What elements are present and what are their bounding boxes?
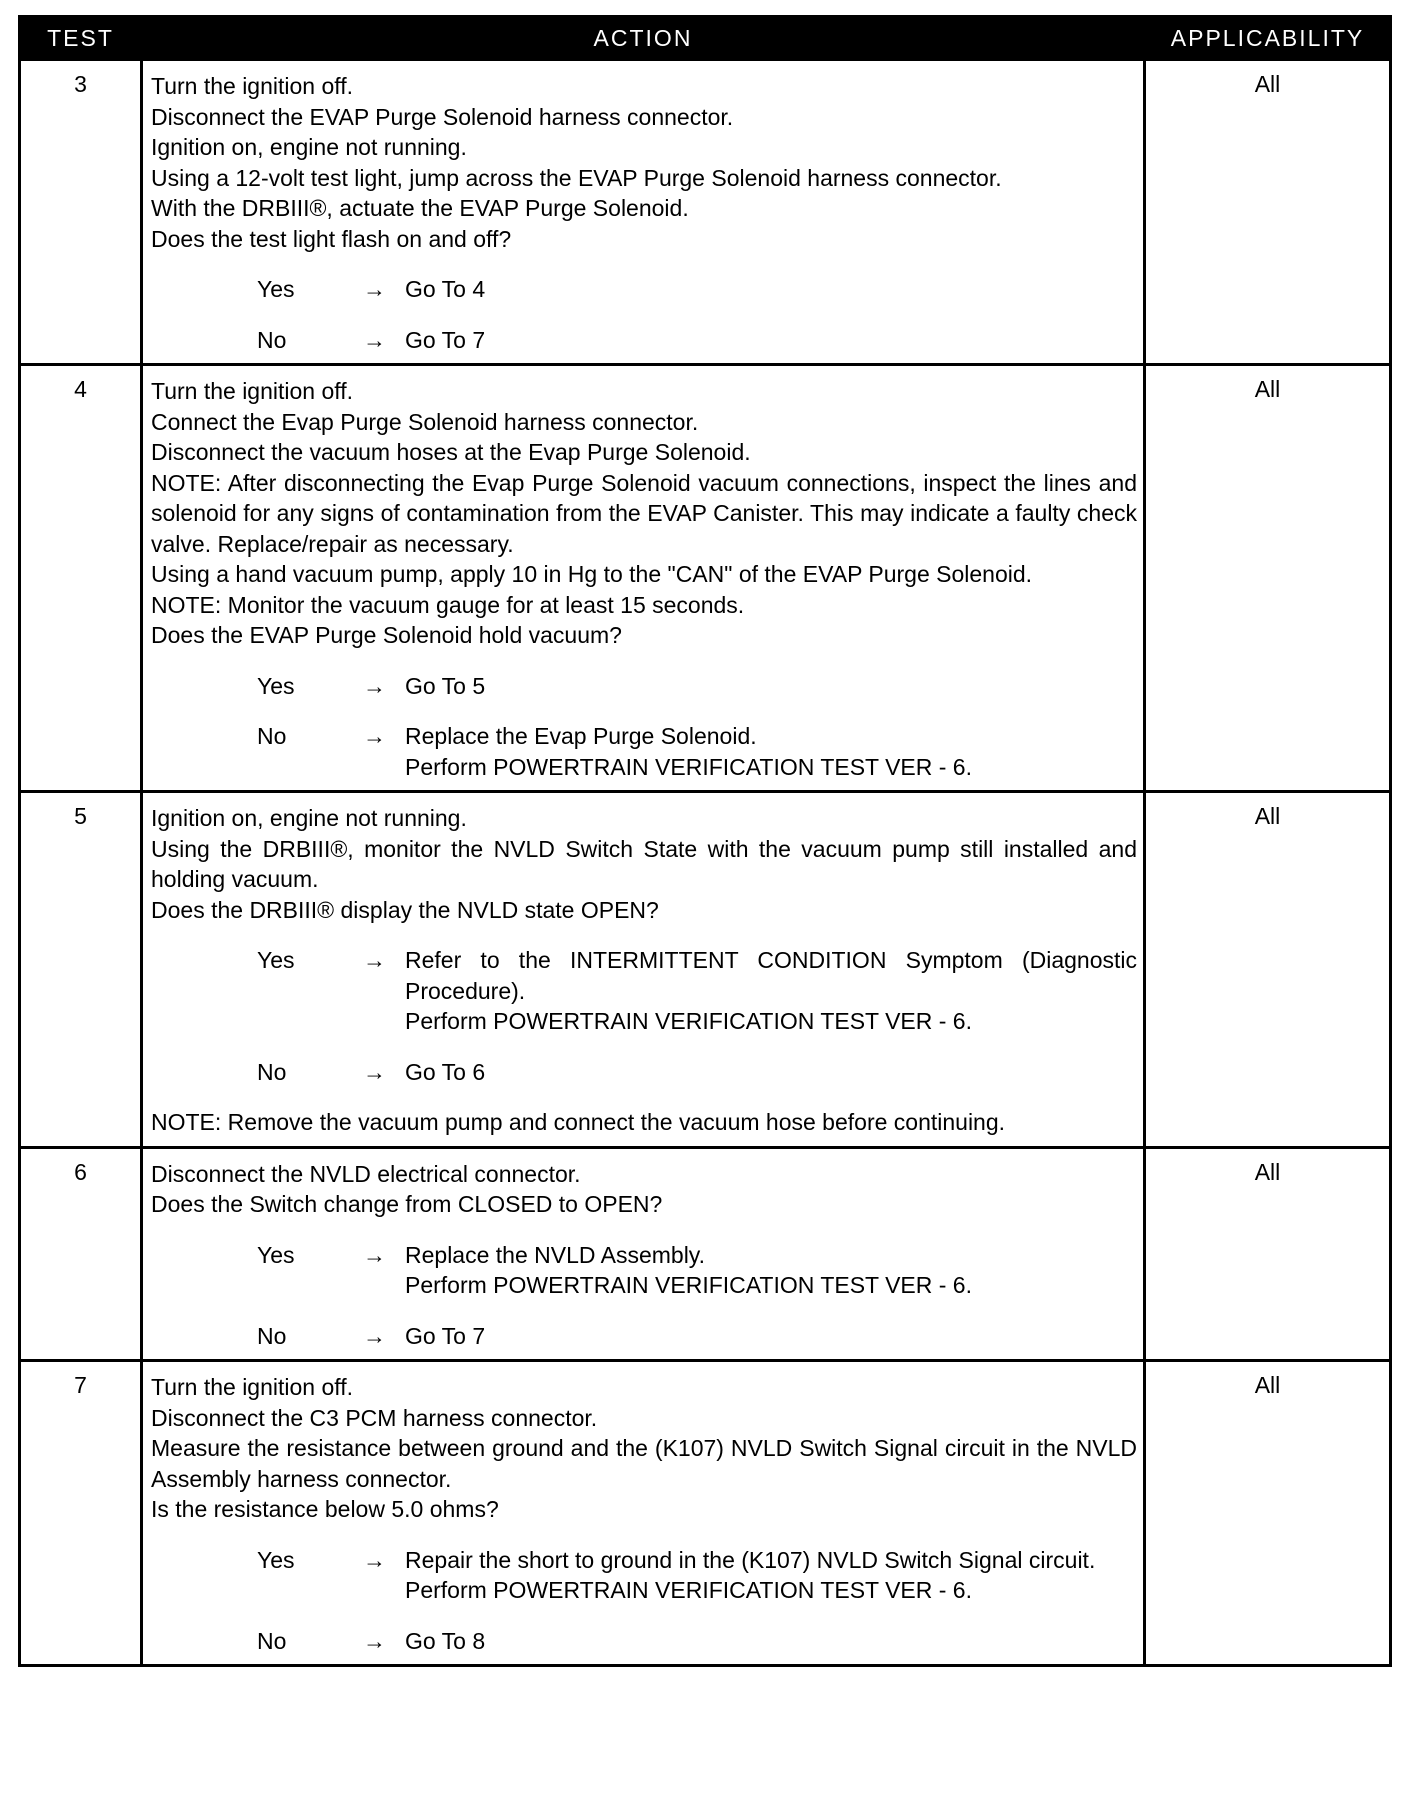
test-number: 3 (20, 60, 142, 365)
no-label: No (257, 723, 287, 749)
result-line: Go To 5 (405, 672, 486, 699)
no-branch (151, 1321, 1137, 1352)
action-step: Does the Switch change from CLOSED to OPEN? (151, 1191, 663, 1217)
header-test: TEST (20, 17, 142, 60)
no-label: No (257, 1322, 287, 1349)
test-action (142, 365, 1145, 792)
diagnostic-table (18, 15, 1392, 1667)
yes-result (405, 671, 1137, 702)
test-action (142, 1361, 1145, 1666)
header-action: ACTION (142, 17, 1145, 60)
test-row (20, 792, 1391, 1148)
test-number: 7 (20, 1361, 142, 1666)
action-step: Disconnect the vacuum hoses at the Evap Purge Solenoid. (151, 439, 751, 465)
arrow-icon: → (363, 276, 386, 302)
arrow-icon: → (363, 326, 386, 353)
action-step: Turn the ignition off. (151, 73, 354, 99)
yes-branch (151, 945, 1137, 1037)
header-applicability: APPLICABILITY (1145, 17, 1391, 60)
result-line: Go To 6 (405, 1058, 486, 1085)
action-step: Turn the ignition off. (151, 378, 354, 404)
result-line: Refer to the INTERMITTENT CONDITION Symptom (Diagnostic Procedure). (405, 947, 1137, 1004)
result-line: Replace the Evap Purge Solenoid. (405, 723, 757, 749)
no-label: No (257, 326, 287, 353)
test-row (20, 1361, 1391, 1666)
yes-result (405, 1240, 1137, 1301)
result-line: Go To 7 (405, 1322, 486, 1349)
test-applicability: All (1145, 792, 1391, 1148)
yes-branch (151, 1545, 1137, 1606)
action-step: Turn the ignition off. (151, 1374, 354, 1400)
arrow-icon: → (363, 1058, 386, 1085)
test-applicability: All (1145, 1361, 1391, 1666)
diagnostic-test-sheet (18, 15, 1389, 1667)
action-step: Does the test light flash on and off? (151, 225, 512, 252)
closing-note: NOTE: Remove the vacuum pump and connect the vacuum hose before continuing. (151, 1109, 1006, 1135)
action-step: Disconnect the C3 PCM harness connector. (151, 1404, 598, 1431)
test-action (142, 1147, 1145, 1361)
no-result (405, 721, 1137, 782)
action-step: Measure the resistance between ground and the (K107) NVLD Switch Signal circuit in the NVLD Assembly harness connector. (151, 1435, 1137, 1492)
arrow-icon: → (363, 947, 386, 973)
test-row (20, 60, 1391, 365)
test-number: 5 (20, 792, 142, 1148)
test-number: 4 (20, 365, 142, 792)
test-applicability: All (1145, 1147, 1391, 1361)
test-applicability: All (1145, 365, 1391, 792)
yes-branch (151, 671, 1137, 702)
action-step: Does the DRBIII® display the NVLD state OPEN? (151, 896, 659, 923)
result-line: Go To 7 (405, 326, 486, 353)
yes-result (405, 945, 1137, 1037)
no-result (405, 325, 1137, 356)
action-step: Using the DRBIII®, monitor the NVLD Switch State with the vacuum pump still installed and holding vacuum. (151, 835, 1137, 892)
arrow-icon: → (363, 723, 386, 749)
yes-label: Yes (257, 276, 295, 302)
action-step: Ignition on, engine not running. (151, 134, 467, 160)
test-row (20, 1147, 1391, 1361)
arrow-icon: → (363, 1546, 386, 1573)
yes-label: Yes (257, 1546, 295, 1573)
action-step: Disconnect the EVAP Purge Solenoid harness connector. (151, 103, 734, 130)
result-line: Perform POWERTRAIN VERIFICATION TEST VER - 6. (405, 1008, 972, 1034)
action-step: NOTE: Monitor the vacuum gauge for at least 15 seconds. (151, 591, 745, 618)
test-action (142, 792, 1145, 1148)
yes-result (405, 274, 1137, 305)
no-branch (151, 325, 1137, 356)
result-line: Perform POWERTRAIN VERIFICATION TEST VER - 6. (405, 1577, 972, 1603)
yes-result (405, 1545, 1137, 1606)
test-applicability: All (1145, 60, 1391, 365)
action-step: Using a hand vacuum pump, apply 10 in Hg to the "CAN" of the EVAP Purge Solenoid. (151, 561, 1033, 587)
no-result (405, 1321, 1137, 1352)
no-branch (151, 1626, 1137, 1657)
result-line: Repair the short to ground in the (K107) NVLD Switch Signal circuit. (405, 1546, 1096, 1573)
result-line: Go To 4 (405, 276, 486, 302)
action-step: Is the resistance below 5.0 ohms? (151, 1496, 499, 1522)
yes-label: Yes (257, 947, 295, 973)
no-result (405, 1057, 1137, 1088)
arrow-icon: → (363, 1627, 386, 1654)
result-line: Perform POWERTRAIN VERIFICATION TEST VER - 6. (405, 753, 972, 780)
test-action (142, 60, 1145, 365)
action-step: Does the EVAP Purge Solenoid hold vacuum? (151, 622, 622, 648)
no-label: No (257, 1627, 287, 1654)
result-line: Go To 8 (405, 1627, 486, 1654)
action-step: Using a 12-volt test light, jump across the EVAP Purge Solenoid harness connector. (151, 164, 1002, 191)
no-branch (151, 721, 1137, 782)
header-row (20, 17, 1391, 60)
action-step: With the DRBIII®, actuate the EVAP Purge Solenoid. (151, 195, 689, 221)
arrow-icon: → (363, 1322, 386, 1349)
test-row (20, 365, 1391, 792)
result-line: Perform POWERTRAIN VERIFICATION TEST VER - 6. (405, 1272, 972, 1298)
action-step: Connect the Evap Purge Solenoid harness connector. (151, 408, 699, 435)
no-branch (151, 1057, 1137, 1088)
action-step: Disconnect the NVLD electrical connector. (151, 1160, 581, 1187)
no-result (405, 1626, 1137, 1657)
yes-branch (151, 1240, 1137, 1301)
no-label: No (257, 1058, 287, 1085)
yes-label: Yes (257, 672, 295, 699)
result-line: Replace the NVLD Assembly. (405, 1241, 705, 1268)
action-step: NOTE: After disconnecting the Evap Purge Solenoid vacuum connections, inspect the lines and solenoid for any signs of contamination from the EVAP Canister. This may indicate a faulty check valve. Replace/repair as necessary. (151, 469, 1137, 557)
yes-branch (151, 274, 1137, 305)
arrow-icon: → (363, 1241, 386, 1268)
yes-label: Yes (257, 1241, 295, 1268)
test-number: 6 (20, 1147, 142, 1361)
action-step: Ignition on, engine not running. (151, 805, 467, 831)
test-rows (20, 60, 1391, 1666)
arrow-icon: → (363, 672, 386, 699)
